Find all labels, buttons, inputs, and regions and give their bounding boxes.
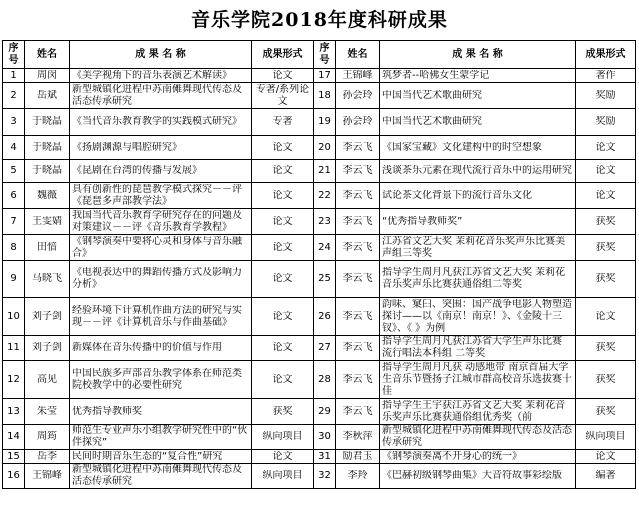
result-title-cell[interactable] (70, 425, 252, 450)
result-form: 获奖 (595, 405, 616, 417)
result-title-cell[interactable] (380, 450, 576, 464)
result-title: 指导学生王宇获江苏省文艺大奖 茉莉花音乐奖声乐比赛获通俗组优秀奖（前 (382, 399, 566, 423)
author-name-cell[interactable] (25, 209, 70, 235)
result-title-cell[interactable] (380, 83, 576, 109)
row-number-cell[interactable] (314, 69, 336, 83)
table-row (3, 69, 636, 83)
result-title: 《当代音乐教育教学的实践模式研究》 (72, 116, 242, 127)
result-title: 筑梦者--哈佛女生蒙学记 (382, 69, 490, 81)
author-name: 李云飞 (342, 405, 373, 417)
result-title: 新型城镇化进程中苏南傩舞现代传态及活态传承研究 (72, 83, 242, 107)
result-title-cell[interactable] (380, 336, 576, 361)
author-name-cell[interactable] (336, 136, 380, 160)
author-name: 孙会玲 (342, 89, 373, 101)
author-name: 王锦峰 (342, 69, 373, 81)
result-title-cell[interactable] (380, 69, 576, 83)
result-form: 论文 (272, 141, 293, 153)
result-title-cell[interactable] (70, 261, 252, 298)
result-title-cell[interactable] (380, 160, 576, 183)
result-title: 新型城镇化进程中苏南傩舞现代传态及活态传承研究 (382, 425, 572, 448)
author-name-cell[interactable] (336, 69, 380, 83)
result-title: 江苏省文艺大奖 茉莉花音乐奖声乐比赛美声组三等奖 (382, 235, 566, 259)
result-title: 指导学生周月凡获 动感地带 南京首届大学生音乐节暨扬子江城市群高校音乐选拔赛十佳 (382, 361, 572, 397)
table-header-row (3, 41, 636, 69)
result-form: 编著 (595, 470, 616, 481)
row-number: 24 (318, 241, 331, 253)
table-row (3, 298, 636, 336)
result-form-cell[interactable] (576, 261, 636, 298)
author-name: 于晓晶 (32, 116, 62, 127)
result-title-cell[interactable] (70, 450, 252, 464)
result-title: 试论茶文化背景下的流行音乐文化 (382, 189, 532, 201)
author-name-cell[interactable] (336, 183, 380, 209)
result-form: 专著 (272, 116, 293, 127)
result-title-cell[interactable] (380, 109, 576, 136)
row-number: 32 (318, 470, 331, 481)
row-number-cell[interactable] (3, 298, 25, 336)
result-title-cell[interactable] (70, 298, 252, 336)
author-name-cell[interactable] (25, 83, 70, 109)
result-form: 论文 (272, 373, 293, 385)
row-number-cell[interactable] (314, 209, 336, 235)
row-number: 10 (7, 310, 20, 322)
row-number: 5 (10, 165, 17, 176)
row-number-cell[interactable] (3, 83, 25, 109)
author-name-cell[interactable] (336, 361, 380, 399)
result-form: 获奖 (595, 241, 616, 253)
result-title: 指导学生周月凡获江苏省大学生声乐比赛 流行唱法本科组 二等奖 (382, 336, 562, 359)
result-title: 优秀指导教师奖 (72, 405, 142, 417)
author-name: 李云飞 (342, 310, 373, 322)
author-name: 朱莹 (37, 405, 57, 417)
row-number-cell[interactable] (314, 136, 336, 160)
result-form: 纵向项目 (262, 431, 303, 442)
result-form: 获奖 (272, 405, 293, 417)
author-name: 李云飞 (342, 342, 373, 353)
result-form: 纵向项目 (262, 470, 303, 481)
result-title: 浅谈茶乐元素在现代流行音乐中的运用研究 (382, 165, 572, 176)
author-name: 李云飞 (342, 165, 373, 176)
row-number: 28 (318, 373, 331, 385)
row-number: 2 (10, 89, 17, 101)
row-number-cell[interactable] (314, 160, 336, 183)
result-form: 论文 (595, 141, 616, 153)
result-title: 中国民族多声部音乐教学体系在师范类院校教学中的必要性研究 (72, 367, 242, 391)
result-title-cell[interactable] (380, 183, 576, 209)
result-title: 《国家宝藏》文化建构中的时空想象 (382, 141, 542, 153)
result-form-cell[interactable] (252, 298, 314, 336)
result-form-cell[interactable] (576, 235, 636, 261)
row-number-cell[interactable] (314, 361, 336, 399)
result-title: 中国当代艺术歌曲研究 (382, 116, 482, 127)
result-form-cell[interactable] (252, 69, 314, 83)
row-number: 26 (318, 310, 331, 322)
author-name: 刘子剑 (32, 310, 62, 322)
result-form-cell[interactable] (252, 160, 314, 183)
row-number: 20 (318, 141, 331, 153)
author-name-cell[interactable] (336, 83, 380, 109)
result-form: 纵向项目 (585, 431, 626, 442)
row-number-cell[interactable] (3, 136, 25, 160)
author-name: 田愔 (37, 241, 57, 253)
row-number: 30 (318, 431, 331, 442)
result-form: 获奖 (595, 215, 616, 227)
result-form: 论文 (272, 342, 293, 353)
author-name: 刘子剑 (32, 342, 62, 353)
table-row (3, 336, 636, 361)
author-name-cell[interactable] (336, 399, 380, 425)
result-title-cell[interactable] (70, 83, 252, 109)
header-name-right: 姓名 (336, 41, 380, 69)
header-no-right: 序号 (314, 41, 336, 69)
row-number: 8 (10, 241, 17, 253)
result-form-cell[interactable] (576, 336, 636, 361)
author-name-cell[interactable] (25, 399, 70, 425)
row-number: 13 (7, 405, 20, 417)
author-name-cell[interactable] (25, 261, 70, 298)
row-number-cell[interactable] (3, 183, 25, 209)
result-form-cell[interactable] (252, 235, 314, 261)
result-title-cell[interactable] (70, 136, 252, 160)
result-title-cell[interactable] (70, 361, 252, 399)
author-name: 高见 (37, 373, 57, 385)
result-title: 具有创新性的琵琶教学模式探究－－评《琵琶多声部教学法》 (72, 183, 242, 207)
author-name-cell[interactable] (25, 450, 70, 464)
row-number: 6 (10, 189, 17, 201)
result-form-cell[interactable] (576, 425, 636, 450)
author-name-cell[interactable] (25, 464, 70, 489)
author-name: 王锦峰 (32, 470, 62, 481)
table-row (3, 109, 636, 136)
row-number-cell[interactable] (3, 425, 25, 450)
result-form: 论文 (595, 189, 616, 201)
result-form-cell[interactable] (252, 425, 314, 450)
table-row (3, 450, 636, 464)
result-form-cell[interactable] (576, 83, 636, 109)
author-name: 岳斌 (37, 89, 57, 101)
author-name-cell[interactable] (336, 425, 380, 450)
result-title-cell[interactable] (380, 464, 576, 489)
result-form-cell[interactable] (252, 136, 314, 160)
result-form-cell[interactable] (576, 450, 636, 464)
result-title: 民间时期音乐生态的“复合性”研究 (72, 450, 223, 462)
row-number: 11 (7, 342, 20, 353)
row-number-cell[interactable] (314, 109, 336, 136)
result-form-cell[interactable] (252, 399, 314, 425)
result-title: 新型城镇化进程中苏南傩舞现代传态及活态传承研究 (72, 464, 242, 487)
table-row (3, 235, 636, 261)
table-row (3, 209, 636, 235)
row-number: 12 (7, 373, 20, 385)
result-title: “优秀指导教师奖” (382, 215, 463, 227)
author-name: 李云飞 (342, 373, 373, 385)
result-title-cell[interactable] (70, 183, 252, 209)
result-title-cell[interactable] (70, 235, 252, 261)
author-name: 孙会玲 (342, 116, 373, 127)
row-number-cell[interactable] (314, 183, 336, 209)
header-name-left: 姓名 (25, 41, 70, 69)
row-number: 16 (7, 470, 20, 481)
row-number-cell[interactable] (314, 298, 336, 336)
row-number-cell[interactable] (314, 464, 336, 489)
author-name-cell[interactable] (25, 160, 70, 183)
table-row (3, 425, 636, 450)
row-number-cell[interactable] (314, 261, 336, 298)
result-title: 师范生专业声乐小组教学研究性中的“伙伴探究” (72, 425, 248, 448)
author-name-cell[interactable] (25, 136, 70, 160)
result-form: 论文 (272, 165, 293, 176)
result-form: 获奖 (595, 373, 616, 385)
result-form-cell[interactable] (252, 83, 314, 109)
author-name: 马晓飞 (32, 273, 62, 284)
result-form: 论文 (272, 450, 293, 462)
result-form-cell[interactable] (252, 209, 314, 235)
row-number-cell[interactable] (3, 399, 25, 425)
table-row (3, 136, 636, 160)
result-title-cell[interactable] (70, 109, 252, 136)
result-title: 《昆剧在台湾的传播与发展》 (72, 165, 202, 176)
author-name: 于晓晶 (32, 141, 62, 153)
result-form: 论文 (272, 273, 293, 284)
result-form-cell[interactable] (576, 361, 636, 399)
result-form: 论文 (272, 310, 293, 322)
result-title: 新媒体在音乐传播中的价值与作用 (72, 342, 222, 353)
row-number: 21 (318, 165, 331, 176)
row-number: 17 (318, 69, 331, 81)
author-name-cell[interactable] (25, 336, 70, 361)
result-form-cell[interactable] (252, 261, 314, 298)
row-number: 4 (10, 141, 17, 153)
table-row (3, 83, 636, 109)
header-no-left: 序号 (3, 41, 25, 69)
row-number-cell[interactable] (3, 450, 25, 464)
author-name-cell[interactable] (336, 336, 380, 361)
table-row (3, 160, 636, 183)
result-title: 《电视表达中的舞蹈传播方式及影响力分析》 (72, 267, 242, 290)
page-title: 音乐学院2018年度科研成果 (191, 8, 448, 31)
result-form: 论文 (272, 241, 293, 253)
result-title: 《扬剧渊源与唱腔研究》 (72, 141, 182, 153)
author-name-cell[interactable] (336, 109, 380, 136)
author-name: 李云飞 (342, 241, 373, 253)
header-form-left: 成果形式 (252, 41, 314, 69)
author-name: 周闵 (37, 69, 57, 81)
author-name: 李云飞 (342, 215, 373, 227)
result-title: 《钢琴演奏离不开身心的统一》 (382, 450, 522, 462)
row-number-cell[interactable] (314, 336, 336, 361)
author-name-cell[interactable] (336, 261, 380, 298)
row-number-cell[interactable] (3, 69, 25, 83)
result-title-cell[interactable] (380, 399, 576, 425)
author-name-cell[interactable] (25, 361, 70, 399)
result-title-cell[interactable] (70, 464, 252, 489)
header-result-left: 成 果 名 称 (70, 41, 252, 69)
author-name-cell[interactable] (336, 209, 380, 235)
row-number-cell[interactable] (3, 464, 25, 489)
header-form-right: 成果形式 (576, 41, 636, 69)
result-title-cell[interactable] (380, 425, 576, 450)
row-number-cell[interactable] (314, 399, 336, 425)
author-name-cell[interactable] (336, 450, 380, 464)
table-body (3, 69, 636, 489)
author-name-cell[interactable] (336, 235, 380, 261)
header-result-right: 成 果 名 称 (380, 41, 576, 69)
result-title-cell[interactable] (380, 136, 576, 160)
result-form-cell[interactable] (576, 183, 636, 209)
result-form-cell[interactable] (252, 336, 314, 361)
result-form-cell[interactable] (576, 160, 636, 183)
table-row (3, 183, 636, 209)
result-form: 论文 (272, 69, 293, 81)
row-number-cell[interactable] (3, 109, 25, 136)
result-title-cell[interactable] (380, 261, 576, 298)
author-name-cell[interactable] (336, 298, 380, 336)
result-form-cell[interactable] (252, 450, 314, 464)
result-form: 著作 (595, 69, 616, 81)
row-number: 7 (10, 215, 17, 227)
author-name: 魏薇 (37, 189, 57, 201)
result-form: 论文 (595, 310, 616, 322)
row-number: 1 (10, 69, 17, 81)
author-name: 励君玉 (342, 450, 373, 462)
result-form-cell[interactable] (252, 361, 314, 399)
row-number: 18 (318, 89, 331, 101)
result-title-cell[interactable] (70, 209, 252, 235)
result-form-cell[interactable] (576, 399, 636, 425)
row-number: 9 (10, 273, 17, 284)
result-form: 论文 (595, 165, 616, 176)
result-form: 获奖 (595, 273, 616, 284)
result-title-cell[interactable] (380, 209, 576, 235)
result-title: 经验环境下计算机作曲方法的研究与实现－－评《计算机音乐与作曲基础》 (72, 304, 242, 328)
row-number: 31 (318, 450, 331, 462)
row-number: 15 (7, 450, 20, 462)
result-title-cell[interactable] (380, 235, 576, 261)
author-name-cell[interactable] (336, 464, 380, 489)
row-number: 3 (10, 116, 17, 127)
result-title: 《美学视角下的音乐表演艺术解读》 (72, 69, 232, 81)
row-number-cell[interactable] (314, 450, 336, 464)
author-name-cell[interactable] (25, 69, 70, 83)
author-name: 李云飞 (342, 273, 373, 284)
row-number-cell[interactable] (3, 209, 25, 235)
table-row (3, 464, 636, 489)
result-title: 我国当代音乐教育学研究存在的问题及对策建议－－评《音乐教育学教程》 (72, 209, 242, 233)
result-title-cell[interactable] (70, 336, 252, 361)
row-number-cell[interactable] (3, 261, 25, 298)
row-number-cell[interactable] (3, 160, 25, 183)
author-name: 岳李 (37, 450, 57, 462)
result-form-cell[interactable] (252, 183, 314, 209)
row-number-cell[interactable] (3, 361, 25, 399)
author-name: 于晓晶 (32, 165, 62, 176)
author-name: 周筠 (37, 431, 57, 442)
row-number: 19 (318, 116, 331, 127)
row-number: 25 (318, 273, 331, 284)
author-name-cell[interactable] (25, 298, 70, 336)
row-number: 27 (318, 342, 331, 353)
table-row (3, 361, 636, 399)
result-form: 论文 (272, 189, 293, 201)
result-form-cell[interactable] (252, 109, 314, 136)
row-number: 22 (318, 189, 331, 201)
author-name-cell[interactable] (25, 235, 70, 261)
author-name: 李云飞 (342, 189, 373, 201)
row-number: 14 (7, 431, 20, 442)
result-form: 论文 (272, 215, 293, 227)
result-form-cell[interactable] (576, 464, 636, 489)
author-name: 李羚 (347, 470, 368, 481)
author-name-cell[interactable] (336, 160, 380, 183)
row-number: 23 (318, 215, 331, 227)
result-title-cell[interactable] (70, 160, 252, 183)
result-form-cell[interactable] (576, 298, 636, 336)
table-row (3, 261, 636, 298)
result-form: 专著/系列论文 (255, 83, 310, 107)
result-title-cell[interactable] (380, 361, 576, 399)
author-name-cell[interactable] (25, 109, 70, 136)
result-form-cell[interactable] (576, 209, 636, 235)
result-title-cell[interactable] (70, 399, 252, 425)
result-form-cell[interactable] (576, 136, 636, 160)
result-form: 论文 (595, 450, 616, 462)
row-number-cell[interactable] (314, 83, 336, 109)
result-title: 指导学生周月凡获江苏省文艺大奖 茉莉花音乐奖声乐比赛获通俗组二等奖 (382, 267, 566, 290)
result-form-cell[interactable] (576, 109, 636, 136)
results-table (2, 40, 636, 489)
author-name: 王雯婧 (32, 215, 62, 227)
result-title-cell[interactable] (380, 298, 576, 336)
result-form: 获奖 (595, 342, 616, 353)
author-name: 李云飞 (342, 141, 373, 153)
author-name: 李秋萍 (342, 431, 373, 442)
author-name-cell[interactable] (25, 425, 70, 450)
result-form-cell[interactable] (252, 464, 314, 489)
result-title: 中国当代艺术歌曲研究 (382, 89, 482, 101)
row-number: 29 (318, 405, 331, 417)
row-number-cell[interactable] (314, 425, 336, 450)
row-number-cell[interactable] (314, 235, 336, 261)
result-form: 奖励 (595, 116, 616, 127)
row-number-cell[interactable] (3, 336, 25, 361)
result-form: 奖励 (595, 89, 616, 101)
author-name-cell[interactable] (25, 183, 70, 209)
result-title-cell[interactable] (70, 69, 252, 83)
result-title: 《巴赫初级钢琴曲集》大音符故事彩绘版 (382, 470, 562, 481)
table-row (3, 399, 636, 425)
result-title: 《钢琴演奏中要将心灵和身体与音乐融合》 (72, 235, 242, 259)
result-title: 韵味、窠臼、突围：国产战争电影人物塑造探讨——以《南京！南京！》、《金陵十三钗》、《 》为例 (382, 298, 572, 334)
result-form-cell[interactable] (576, 69, 636, 83)
row-number-cell[interactable] (3, 235, 25, 261)
